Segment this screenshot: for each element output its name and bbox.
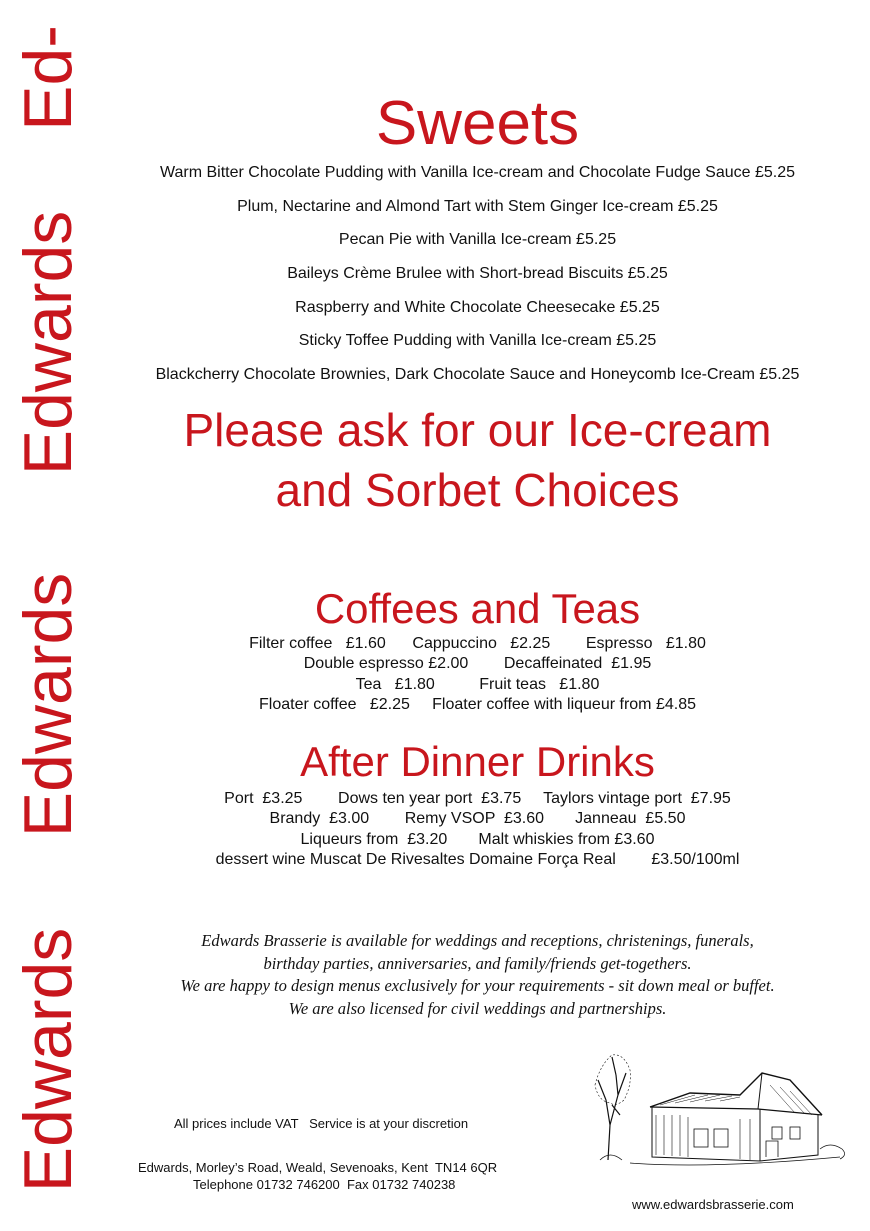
menu-item: Baileys Crème Brulee with Short-bread Biscuits £5.25 — [287, 265, 668, 283]
events-line: We are also licensed for civil weddings and partnerships. — [288, 998, 667, 1018]
menu-item: Pecan Pie with Vanilla Ice-cream £5.25 — [338, 231, 617, 249]
price-line: Floater coffee £2.25 Floater coffee with liqueur from £4.85 — [259, 696, 696, 714]
coffees-list — [85, 634, 870, 716]
menu-item: Raspberry and White Chocolate Cheesecake £5.25 — [295, 298, 660, 316]
price-line: Double espresso £2.00 Decaffeinated £1.95 — [303, 655, 652, 673]
events-line: We are happy to design menus exclusively for your requirements - sit down meal or buffet. — [180, 976, 775, 995]
coffees-heading: Coffees and Teas — [314, 585, 641, 632]
menu-item: Sticky Toffee Pudding with Vanilla Ice-cream £5.25 — [298, 332, 657, 350]
menu-item: Blackcherry Chocolate Brownies, Dark Chocolate Sauce and Honeycomb Ice-Cream £5.25 — [155, 366, 800, 384]
website-link[interactable]: www.edwardsbrasserie.com — [632, 1197, 794, 1212]
menu-item: Warm Bitter Chocolate Pudding with Vanilla Ice-cream and Chocolate Fudge Sauce £5.25 — [159, 164, 795, 181]
price-line: dessert wine Muscat De Rivesaltes Domaine Força Real £3.50/100ml — [215, 851, 740, 869]
tree-icon — [595, 1055, 630, 1160]
telephone: Telephone 01732 746200 Fax 01732 740238 — [193, 1177, 456, 1192]
vat-notice: All prices include VAT Service is at your discretion — [174, 1116, 469, 1131]
events-line: birthday parties, anniversaries, and family/friends get-togethers. — [263, 953, 692, 973]
price-line: Liqueurs from £3.20 Malt whiskies from £3.60 — [300, 830, 655, 848]
address: Edwards, Morley’s Road, Weald, Sevenoaks, Kent TN14 6QR — [138, 1160, 498, 1175]
events-info — [85, 930, 870, 1020]
barn-icon — [630, 1073, 845, 1165]
notice-line: Please ask for our Ice-cream — [183, 404, 772, 456]
ice-cream-notice — [85, 400, 870, 520]
sweets-heading: Sweets — [375, 89, 580, 158]
sidebar-brand-word: Ed- — [10, 25, 86, 131]
drinks-list — [85, 789, 870, 871]
drinks-heading: After Dinner Drinks — [300, 738, 655, 785]
menu-item: Plum, Nectarine and Almond Tart with Stem Ginger Ice-cream £5.25 — [237, 197, 718, 215]
price-line: Filter coffee £1.60 Cappuccino £2.25 Espresso £1.80 — [249, 635, 706, 652]
price-line: Brandy £3.00 Remy VSOP £3.60 Janneau £5.50 — [269, 810, 686, 828]
price-line: Tea £1.80 Fruit teas £1.80 — [355, 675, 600, 693]
sidebar-brand-word: Edwards — [10, 927, 86, 1193]
sidebar-brand-word: Edwards — [10, 572, 86, 838]
notice-line: and Sorbet Choices — [275, 464, 680, 516]
sweets-list — [85, 160, 870, 396]
price-line: Port £3.25 Dows ten year port £3.75 Taylors vintage port £7.95 — [224, 790, 731, 807]
sidebar-brand-word: Edwards — [10, 210, 86, 476]
restaurant-building-illustration — [590, 1045, 860, 1185]
events-line: Edwards Brasserie is available for weddings and receptions, christenings, funerals, — [201, 931, 754, 950]
